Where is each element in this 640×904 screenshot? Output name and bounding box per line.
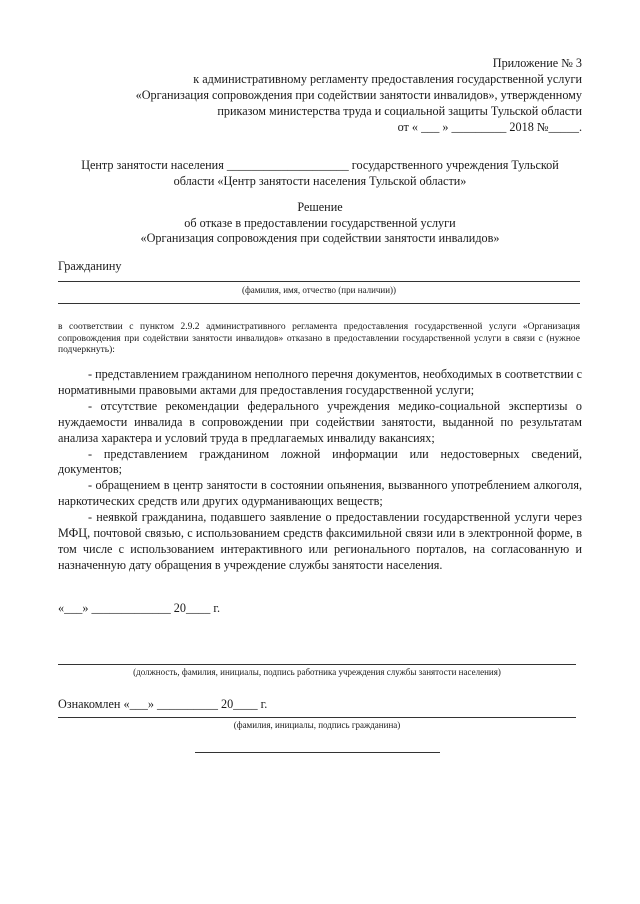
bottom-signature-line [195, 752, 440, 753]
reason-item: - представлением гражданином ложной информации или недостоверных сведений, документов; [58, 446, 582, 477]
employment-center-title [40, 157, 600, 189]
appendix-order-line: приказом министерства труда и социальной защиты Тульской области [217, 104, 582, 118]
citizen-name-line-2 [58, 303, 580, 304]
acknowledged-line: Ознакомлен «___» __________ 20____ г. [58, 697, 268, 711]
acknowledged-caption: (фамилия, инициалы, подпись гражданина) [233, 720, 401, 730]
decision-subtitle-2: «Организация сопровождения при содействии занятости инвалидов» [140, 231, 500, 245]
decision-date-line: «___» _____________ 20____ г. [58, 601, 221, 615]
center-title-line-2: области «Центр занятости населения Тульской области» [173, 174, 467, 188]
reason-item: - неявкой гражданина, подавшего заявление о предоставлении государственной услуги через МФЦ, почтовой связью, с использованием средств факсимильной связи или в электронной форме, в том числе с использованием интерактивного или регионального порталов, на согласованную и назначенную дату обращения в учреждение службы занятости населения. [58, 510, 582, 572]
appendix-number: Приложение № 3 [492, 56, 582, 70]
appendix-reglament-line: к административному регламенту предоставления государственной услуги [193, 72, 582, 86]
citizen-name-caption: (фамилия, имя, отчество (при наличии)) [241, 285, 397, 295]
decision-subtitle-1: об отказе в предоставлении государственной услуги [184, 215, 456, 230]
basis-paragraph: в соответствии с пунктом 2.9.2 административного регламента предоставления государственной услуги «Организация сопровождения при содействии занятости инвалидов» отказано в предоставлении государственной услуги в связи с (нужное подчеркнуть): [58, 322, 580, 355]
decision-heading [40, 200, 600, 247]
appendix-header [136, 55, 582, 135]
center-title-line-1: Центр занятости населения ____________________ государственного учреждения Тульской [81, 158, 559, 172]
appendix-date-line: от « ___ » _________ 2018 №_____. [397, 120, 582, 134]
signature-caption: (должность, фамилия, инициалы, подпись работника учреждения службы занятости населения) [133, 667, 501, 677]
appendix-service-line: «Организация сопровождения при содействии занятости инвалидов», утвержденному [135, 88, 582, 102]
citizen-label: Гражданину [58, 259, 122, 273]
acknowledged-signature-line [58, 717, 576, 718]
signature-line [58, 664, 576, 665]
reason-item: - обращением в центр занятости в состоянии опьянения, вызванного употреблением алкоголя, наркотических средств или других одурманивающих веществ; [58, 478, 582, 509]
reason-item: - представлением гражданином неполного перечня документов, необходимых в соответствии с нормативными правовыми актами для предоставления государственной услуги; [58, 367, 582, 397]
decision-title: Решение [297, 200, 343, 214]
citizen-name-line [58, 281, 580, 282]
reason-item: - отсутствие рекомендации федерального учреждения медико-социальной экспертизы о нуждаемости инвалида в сопровождении при содействии занятости, выданной по результатам анализа характера и условий труда в предлагаемых инвалиду вакансиях; [58, 398, 582, 445]
refusal-reasons [58, 367, 582, 574]
